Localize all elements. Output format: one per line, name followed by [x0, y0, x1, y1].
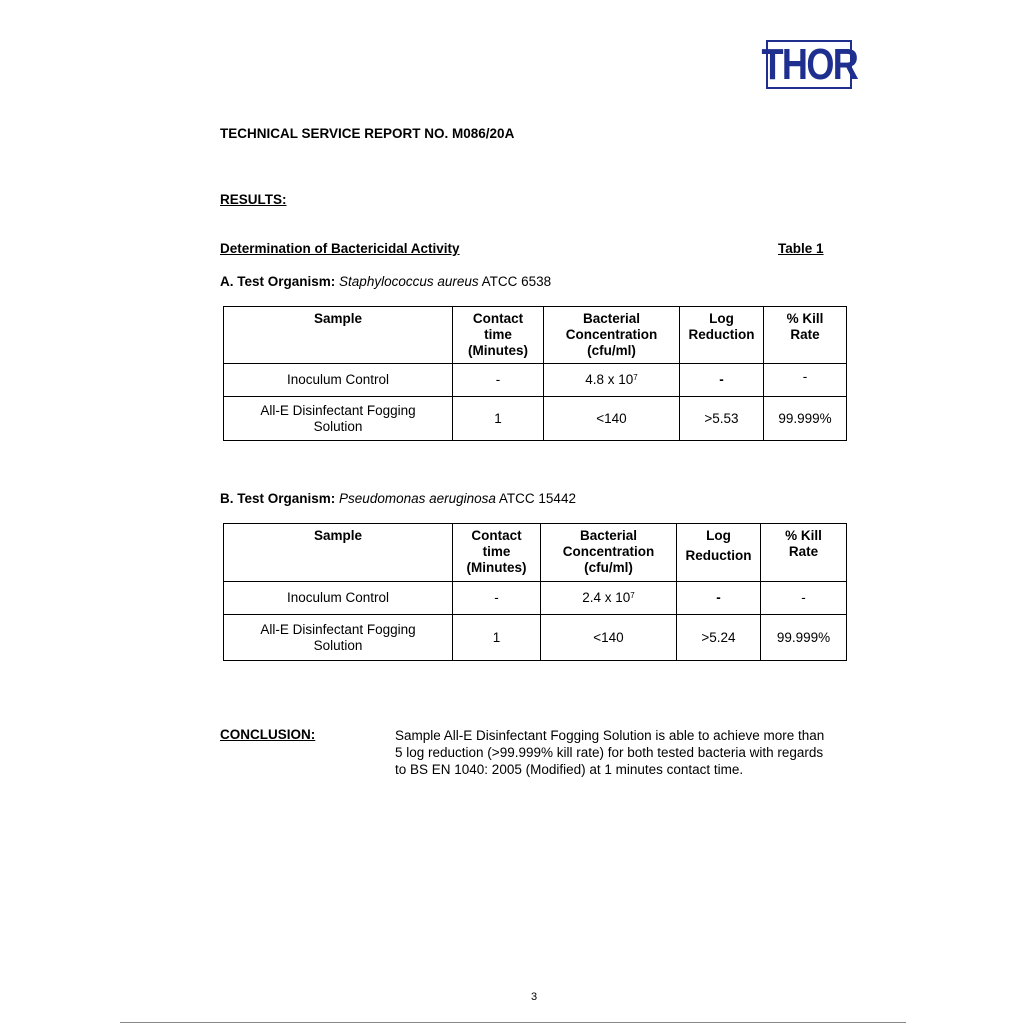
header-log-reduction: Log Reduction: [677, 524, 761, 582]
table-header-row: [224, 524, 847, 582]
organism-a-name: Staphylococcus aureus: [339, 274, 479, 289]
table-row: [224, 615, 847, 661]
table-row: [224, 397, 847, 441]
organism-b-prefix: B. Test Organism:: [220, 491, 336, 506]
header-concentration: Bacterial Concentration (cfu/ml): [544, 307, 680, 364]
cell-concentration: 4.8 x $10^7$: [544, 364, 680, 397]
organism-a-line: [220, 274, 551, 289]
header-contact-time: Contact time (Minutes): [453, 524, 541, 582]
cell-kill: -: [761, 582, 847, 615]
header-sample: Sample: [224, 307, 453, 364]
table-row: [224, 582, 847, 615]
cell-log: -: [680, 364, 764, 397]
cell-sample: Inoculum Control: [224, 364, 453, 397]
header-contact-time: Contact time (Minutes): [453, 307, 544, 364]
page-number: 3: [530, 991, 538, 1003]
cell-contact: -: [453, 364, 544, 397]
organism-b-name: Pseudomonas aeruginosa: [339, 491, 496, 506]
header-kill-rate: % Kill Rate: [761, 524, 847, 582]
organism-a-strain: ATCC 6538: [481, 274, 552, 289]
thor-logo: [761, 39, 857, 89]
cell-kill: -: [764, 364, 847, 397]
cell-log: -: [677, 582, 761, 615]
conclusion-text: [395, 727, 855, 778]
cell-sample: Inoculum Control: [224, 582, 453, 615]
conclusion-line: to BS EN 1040: 2005 (Modified) at 1 minutes contact time.: [395, 762, 744, 777]
table-label: Table 1: [778, 241, 824, 256]
cell-kill: 99.999%: [764, 397, 847, 441]
logo-text: THOR: [761, 39, 857, 89]
organism-b-line: [220, 491, 576, 506]
footer-divider: [120, 1022, 906, 1023]
results-heading: RESULTS:: [220, 192, 287, 207]
results-table-a: [223, 306, 847, 441]
section-heading: Determination of Bactericidal Activity: [220, 241, 460, 256]
cell-sample: All-E Disinfectant Fogging Solution: [224, 615, 453, 661]
cell-log: >5.53: [680, 397, 764, 441]
cell-concentration: <140: [541, 615, 677, 661]
cell-contact: -: [453, 582, 541, 615]
results-table-b: [223, 523, 847, 661]
report-title: TECHNICAL SERVICE REPORT NO. M086/20A: [220, 126, 515, 141]
conclusion-line: Sample All-E Disinfectant Fogging Solution is able to achieve more than: [395, 728, 825, 743]
cell-kill: 99.999%: [761, 615, 847, 661]
cell-concentration: <140: [544, 397, 680, 441]
cell-sample: All-E Disinfectant Fogging Solution: [224, 397, 453, 441]
table-row: [224, 364, 847, 397]
header-concentration: Bacterial Concentration (cfu/ml): [541, 524, 677, 582]
conclusion-line: 5 log reduction (>99.999% kill rate) for both tested bacteria with regards: [395, 745, 824, 760]
header-log-reduction: Log Reduction: [680, 307, 764, 364]
cell-log: >5.24: [677, 615, 761, 661]
cell-contact: 1: [453, 615, 541, 661]
cell-concentration: 2.4 x $10^7$: [541, 582, 677, 615]
conclusion-label: CONCLUSION:: [220, 727, 316, 742]
table-header-row: [224, 307, 847, 364]
organism-b-strain: ATCC 15442: [498, 491, 576, 506]
header-kill-rate: % Kill Rate: [764, 307, 847, 364]
organism-a-prefix: A. Test Organism:: [220, 274, 336, 289]
header-sample: Sample: [224, 524, 453, 582]
cell-contact: 1: [453, 397, 544, 441]
